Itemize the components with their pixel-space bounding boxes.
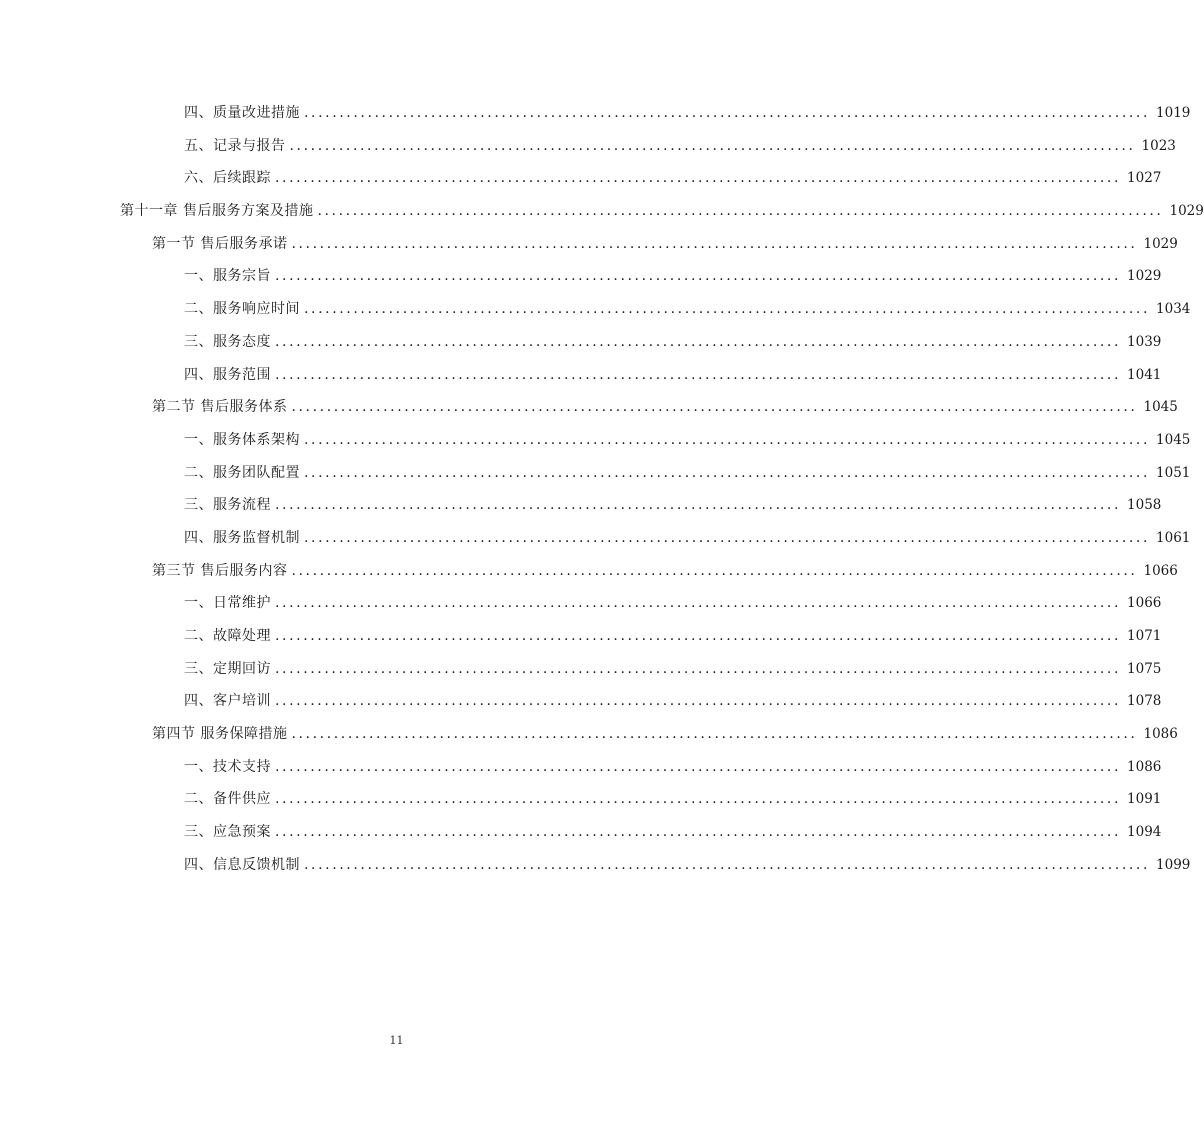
toc-dot-leader: ........................................................................................................................ [304, 464, 1151, 481]
toc-entry-line [184, 692, 1162, 710]
toc-entry-line [184, 594, 1162, 612]
toc-dot-leader: ........................................................................................................................ [317, 203, 1164, 220]
toc-entry-line [184, 627, 1162, 645]
toc-entry[interactable] [0, 259, 1162, 292]
toc-entry-title: 第四节 服务保障措施 [152, 726, 288, 743]
toc-entry-line [184, 660, 1162, 678]
toc-dot-leader: ........................................................................................................................ [275, 628, 1122, 644]
toc-entry-title: 一、技术支持 [184, 758, 271, 775]
toc-entry[interactable] [0, 717, 1178, 750]
toc-entry[interactable] [0, 194, 1204, 227]
toc-entry-title: 五、记录与报告 [184, 137, 286, 154]
toc-entry-line [184, 366, 1162, 384]
toc-dot-leader: ........................................................................................................................ [275, 791, 1122, 808]
toc-entry-line [184, 856, 1191, 874]
toc-entry[interactable] [0, 292, 1191, 325]
toc-entry-title: 第十一章 售后服务方案及措施 [120, 203, 314, 220]
toc-entry-line [184, 169, 1162, 187]
toc-entry-line [152, 562, 1178, 580]
toc-entry-title: 二、服务团队配置 [184, 464, 300, 481]
toc-entry[interactable] [0, 586, 1162, 619]
toc-dot-leader: ........................................................................................................................ [275, 660, 1122, 677]
toc-entry-line [184, 529, 1191, 547]
toc-entry-line [152, 725, 1178, 743]
toc-entry[interactable] [0, 96, 1191, 129]
toc-entry-page: 1078 [1127, 693, 1162, 710]
toc-dot-leader: ........................................................................................................................ [275, 170, 1122, 187]
toc-entry-line [184, 267, 1162, 285]
toc-entry-page: 1029 [1143, 235, 1178, 252]
toc-entry-page: 1086 [1127, 758, 1162, 775]
toc-entry-page: 1023 [1141, 137, 1176, 154]
toc-entry-page: 1051 [1156, 464, 1191, 481]
toc-entry-page: 1091 [1127, 791, 1162, 808]
toc-entry[interactable] [0, 456, 1191, 489]
toc-entry-page: 1045 [1156, 431, 1191, 448]
toc-dot-leader: ........................................................................................................................ [291, 726, 1138, 743]
toc-entry-title: 六、后续跟踪 [184, 170, 271, 187]
toc-entry-page: 1071 [1127, 628, 1162, 644]
toc-entry[interactable] [0, 423, 1191, 456]
toc-dot-leader: ........................................................................................................................ [304, 431, 1151, 448]
toc-dot-leader: ........................................................................................................................ [275, 824, 1122, 841]
toc-entry[interactable] [0, 325, 1162, 358]
toc-entry-line [184, 790, 1162, 808]
toc-entry[interactable] [0, 521, 1191, 554]
toc-entry-page: 1061 [1156, 529, 1191, 546]
toc-entry-title: 三、定期回访 [184, 660, 271, 677]
toc-entry[interactable] [0, 554, 1178, 587]
toc-entry-title: 二、备件供应 [184, 791, 271, 808]
toc-entry-title: 二、故障处理 [184, 628, 271, 644]
toc-entry-page: 1058 [1127, 497, 1162, 514]
toc-entry-line [184, 333, 1162, 351]
toc-entry-page: 1027 [1127, 170, 1162, 187]
toc-entry-page: 1029 [1127, 268, 1162, 285]
toc-entry-title: 四、信息反馈机制 [184, 856, 300, 873]
toc-dot-leader: ........................................................................................................................ [275, 268, 1122, 285]
toc-entry[interactable] [0, 488, 1162, 521]
toc-entry-title: 第二节 售后服务体系 [152, 399, 288, 416]
toc-entry-page: 1075 [1127, 660, 1162, 677]
toc-entry-title: 四、质量改进措施 [184, 105, 300, 121]
toc-entry-page: 1099 [1156, 856, 1191, 873]
toc-entry[interactable] [0, 161, 1162, 194]
toc-entry-title: 三、服务态度 [184, 333, 271, 350]
toc-entry[interactable] [0, 848, 1191, 881]
toc-entry-title: 第一节 售后服务承诺 [152, 235, 288, 252]
toc-dot-leader: ........................................................................................................................ [275, 333, 1122, 350]
toc-entry-line [184, 823, 1162, 841]
toc-entry-page: 1066 [1127, 595, 1162, 612]
toc-entry[interactable] [0, 815, 1162, 848]
toc-entry-page: 1045 [1143, 399, 1178, 416]
toc-dot-leader: ........................................................................................................................ [304, 529, 1151, 546]
toc-entry-page: 1029 [1169, 203, 1204, 220]
toc-entry-page: 1066 [1143, 562, 1178, 579]
toc-dot-leader: ........................................................................................................................ [304, 105, 1151, 121]
toc-entry[interactable] [0, 129, 1176, 162]
toc-dot-leader: ........................................................................................................................ [275, 366, 1122, 383]
toc-dot-leader: ........................................................................................................................ [289, 137, 1136, 154]
toc-dot-leader: ........................................................................................................................ [275, 758, 1122, 775]
toc-entry[interactable] [0, 227, 1178, 260]
table-of-contents [0, 96, 1204, 881]
toc-entry-title: 四、服务监督机制 [184, 529, 300, 546]
toc-entry-line [184, 758, 1162, 776]
toc-dot-leader: ........................................................................................................................ [275, 497, 1122, 514]
toc-entry-page: 1094 [1127, 824, 1162, 841]
toc-entry-line [184, 496, 1162, 514]
toc-dot-leader: ........................................................................................................................ [291, 399, 1138, 416]
toc-entry-page: 1034 [1156, 301, 1191, 318]
toc-dot-leader: ........................................................................................................................ [291, 562, 1138, 579]
toc-entry-line [184, 137, 1176, 155]
toc-dot-leader: ........................................................................................................................ [304, 301, 1151, 318]
toc-entry-title: 一、服务体系架构 [184, 431, 300, 448]
toc-entry[interactable] [0, 684, 1162, 717]
toc-entry-line [152, 235, 1178, 253]
toc-entry-line [120, 202, 1204, 220]
toc-entry-title: 第三节 售后服务内容 [152, 562, 288, 579]
toc-entry-line [184, 104, 1191, 122]
toc-entry-title: 四、客户培训 [184, 693, 271, 710]
toc-entry-title: 四、服务范围 [184, 366, 271, 383]
toc-entry-page: 1039 [1127, 333, 1162, 350]
toc-dot-leader: ........................................................................................................................ [275, 693, 1122, 710]
toc-dot-leader: ........................................................................................................................ [304, 856, 1151, 873]
toc-entry[interactable] [0, 619, 1162, 652]
toc-entry[interactable] [0, 782, 1162, 815]
toc-entry-title: 三、服务流程 [184, 497, 271, 514]
toc-entry-title: 三、应急预案 [184, 824, 271, 841]
toc-entry-line [184, 464, 1191, 482]
toc-dot-leader: ........................................................................................................................ [275, 595, 1122, 612]
toc-entry-line [152, 398, 1178, 416]
page-number: 11 [389, 1034, 404, 1047]
toc-entry-page: 1086 [1143, 726, 1178, 743]
toc-entry-page: 1041 [1127, 366, 1162, 383]
toc-entry[interactable] [0, 390, 1178, 423]
toc-dot-leader: ........................................................................................................................ [291, 235, 1138, 252]
toc-entry[interactable] [0, 358, 1162, 391]
toc-entry-page: 1019 [1156, 105, 1191, 121]
toc-entry[interactable] [0, 750, 1162, 783]
toc-entry[interactable] [0, 652, 1162, 685]
toc-entry-title: 一、服务宗旨 [184, 268, 271, 285]
toc-entry-line [184, 300, 1191, 318]
toc-entry-title: 二、服务响应时间 [184, 301, 300, 318]
toc-entry-title: 一、日常维护 [184, 595, 271, 612]
toc-entry-line [184, 431, 1191, 449]
